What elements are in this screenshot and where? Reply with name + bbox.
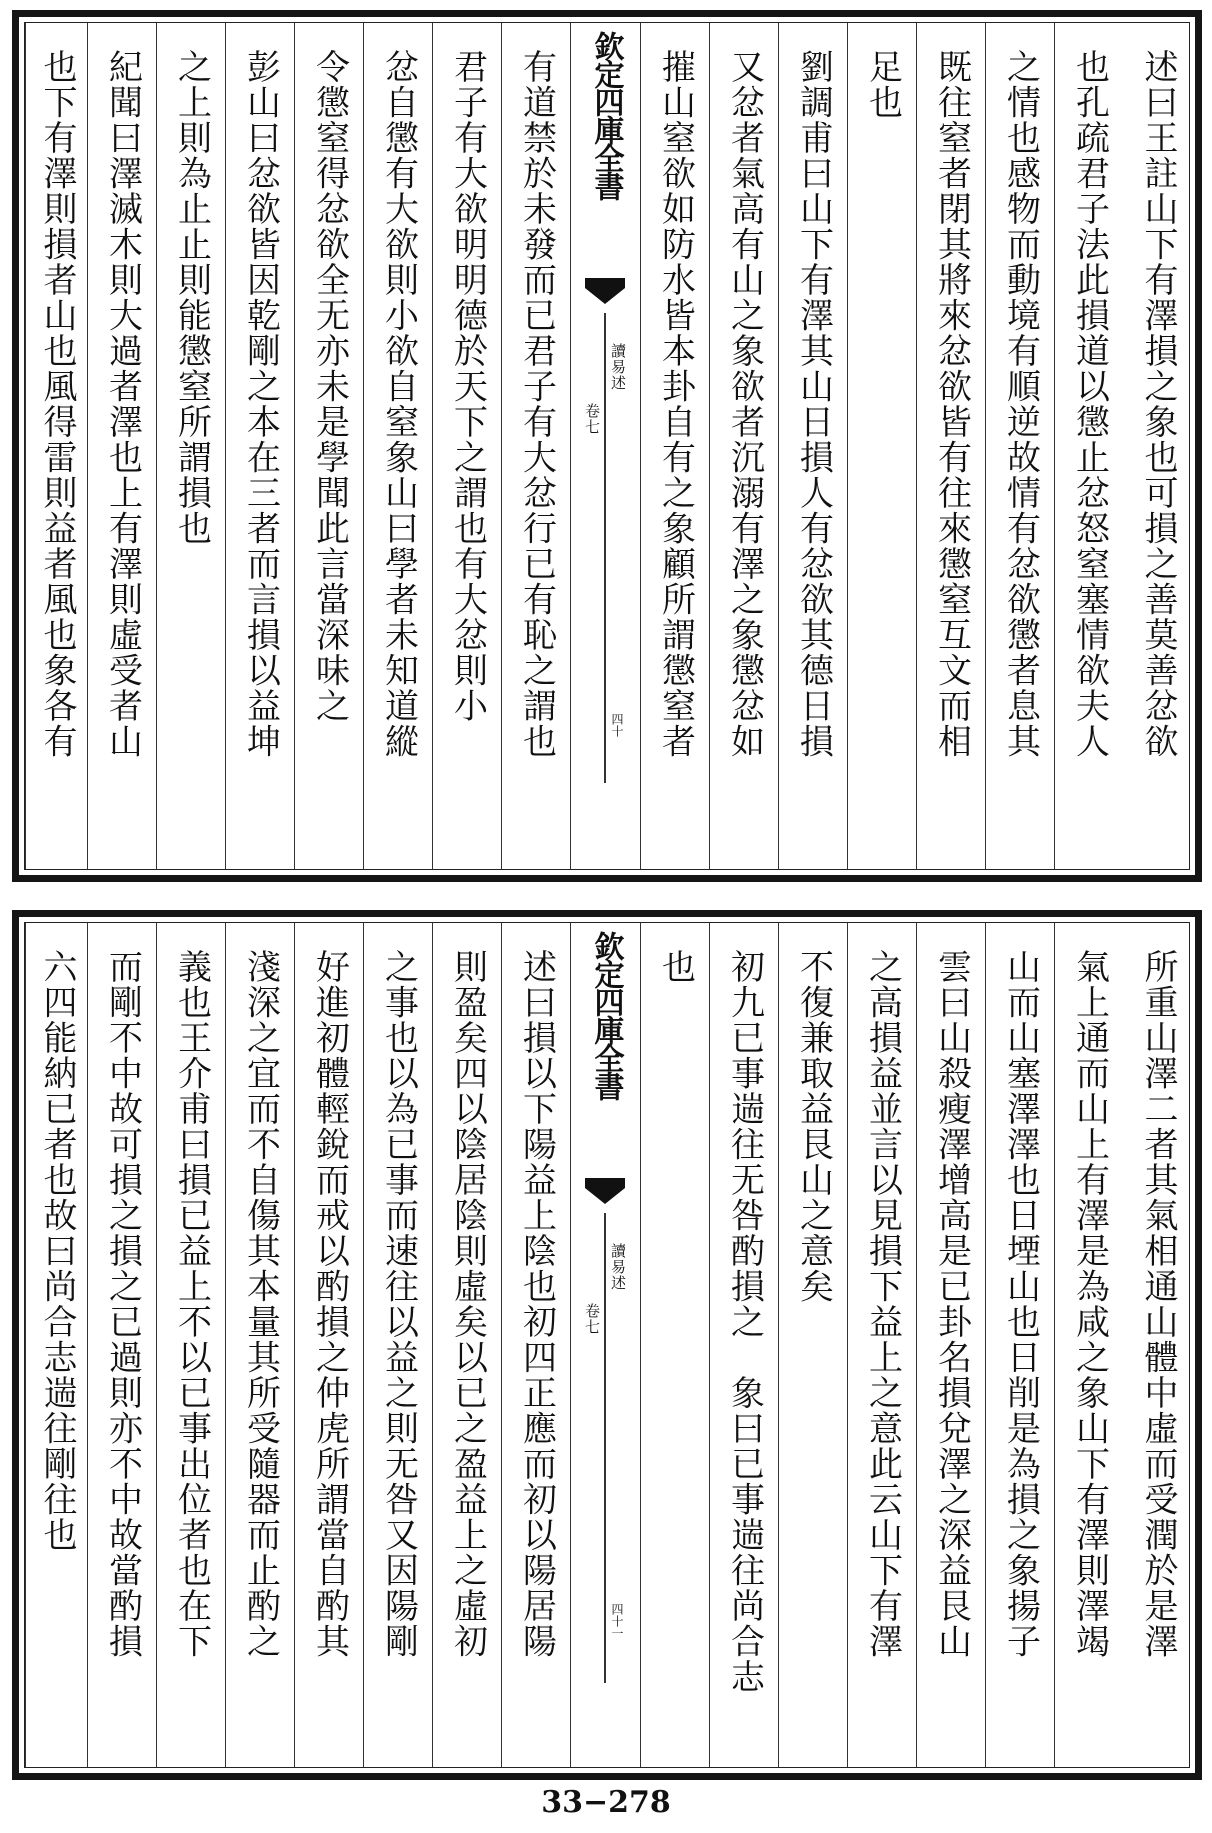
text-column: 又忿者氣高有山之象欲者沉溺有澤之象懲忿如 (709, 23, 778, 869)
text-column: 之情也感物而動境有順逆故情有忿欲懲者息其 (985, 23, 1054, 869)
text-column: 之事也以為已事而速往以益之則无咎又因陽剛 (363, 923, 432, 1767)
center-fold (570, 23, 640, 869)
page-code: 33−278 (541, 1785, 671, 1820)
text-column: 也下有澤則損者山也風得雷則益者風也象各有 (25, 23, 87, 869)
text-column: 有道禁於未發而已君子有大忿行已有恥之謂也 (501, 23, 570, 869)
text-column: 六四能納已者也故曰尚合志遄往剛往也 (25, 923, 87, 1767)
bottom-page-frame (24, 922, 1190, 1768)
text-column: 雲曰山殺瘦澤增高是已卦名損兌澤之深益艮山 (916, 923, 985, 1767)
text-column: 之高損益並言以見損下益上之意此云山下有澤 (847, 923, 916, 1767)
folio-number: 四十一 (610, 1603, 624, 1639)
fish-tail-mark (585, 278, 625, 304)
text-column: 述曰損以下陽益上陰也初四正應而初以陽居陽 (501, 923, 570, 1767)
top-page-frame (24, 22, 1190, 870)
text-column: 君子有大欲明明德於天下之謂也有大忿則小 (432, 23, 501, 869)
fold-line (604, 313, 606, 783)
text-column: 而剛不中故可損之損之已過則亦不中故當酌損 (87, 923, 156, 1767)
text-column: 令懲窒得忿欲全无亦未是學聞此言當深味之 (294, 23, 363, 869)
text-column: 述曰王註山下有澤損之象也可損之善莫善忿欲 (1138, 49, 1178, 759)
center-fold (570, 923, 640, 1767)
text-column: 也 (640, 923, 709, 1767)
text-column: 既往窒者閉其將來忿欲皆有往來懲窒互文而相 (916, 23, 985, 869)
book-title: 欽定四庫全書 (588, 31, 624, 199)
text-column: 所重山澤二者其氣相通山體中虛而受潤於是澤 (1138, 949, 1178, 1659)
text-column: 義也王介甫曰損已益上不以已事出位者也在下 (156, 923, 225, 1767)
book-subtitle: 讀易述 (609, 1243, 627, 1291)
fish-tail-mark (585, 1178, 625, 1204)
bottom-page (12, 910, 1202, 1780)
volume-label: 卷七 (583, 1303, 601, 1335)
text-column: 紀聞曰澤滅木則大過者澤也上有澤則虛受者山 (87, 23, 156, 869)
text-column: 淺深之宜而不自傷其本量其所受隨器而止酌之 (225, 923, 294, 1767)
text-column: 不復兼取益艮山之意矣 (778, 923, 847, 1767)
text-column: 好進初體輕銳而戒以酌損之仲虎所謂當自酌其 (294, 923, 363, 1767)
text-column: 足也 (847, 23, 916, 869)
text-column: 也孔疏君子法此損道以懲止忿怒窒塞情欲夫人 (1054, 23, 1123, 869)
text-column: 則盈矣四以陰居陰則虛矣以已之盈益上之虛初 (432, 923, 501, 1767)
fold-line (604, 1213, 606, 1683)
text-column: 山而山塞澤澤也日堙山也日削是為損之象揚子 (985, 923, 1054, 1767)
text-column: 氣上通而山上有澤是為咸之象山下有澤則澤竭 (1054, 923, 1123, 1767)
text-column: 初九已事遄往无咎酌損之 象曰已事遄往尚合志 (709, 923, 778, 1767)
text-column: 彭山曰忿欲皆因乾剛之本在三者而言損以益坤 (225, 23, 294, 869)
book-subtitle: 讀易述 (609, 343, 627, 391)
folio-number: 四十 (610, 713, 624, 737)
text-column: 摧山窒欲如防水皆本卦自有之象顧所謂懲窒者 (640, 23, 709, 869)
top-page (12, 10, 1202, 882)
text-column: 之上則為止止則能懲窒所謂損也 (156, 23, 225, 869)
text-column: 劉調甫曰山下有澤其山日損人有忿欲其德日損 (778, 23, 847, 869)
volume-label: 卷七 (583, 403, 601, 435)
book-title: 欽定四庫全書 (588, 931, 624, 1099)
text-column: 忿自懲有大欲則小欲自窒象山曰學者未知道縱 (363, 23, 432, 869)
